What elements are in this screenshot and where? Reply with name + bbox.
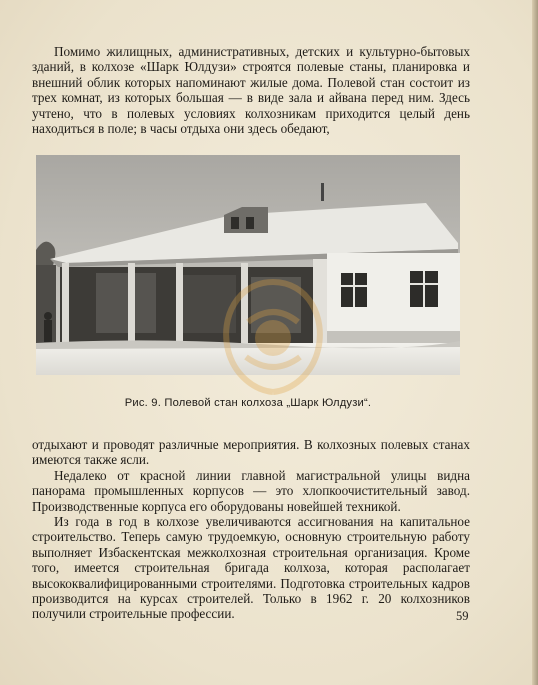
paragraph: Недалеко от красной линии главной магистральной улицы видна панорама промышленных корпусов — это хлопкоочистительный завод. Производственные корпуса его оборудованы новейшей техникой. bbox=[32, 467, 470, 514]
paragraph: Помимо жилищных, административных, детских и культурно-бытовых зданий, в колхозе «Шарк Юлдузи» строятся полевые станы, планировка и внешний облик которых напоминают жилые дома. Полевой стан состоит из трех комнат, из которых большая — в виде зала и айвана перед ним. Здесь учтено, что в полевых условиях колхозникам приходится целый день находиться в поле; в часы отдыха они здесь обедают, bbox=[32, 44, 470, 137]
bottom-text-block bbox=[32, 437, 470, 622]
page-edge-shadow bbox=[532, 0, 538, 685]
paragraph: отдыхают и проводят различные мероприятия. В колхозных полевых станах имеются также ясли. bbox=[32, 437, 470, 468]
figure-caption: Рис. 9. Полевой стан колхоза „Шарк Юлдузи“. bbox=[124, 397, 372, 409]
top-text-block bbox=[32, 44, 470, 136]
photo-illustration bbox=[36, 155, 460, 375]
field-camp-photo bbox=[36, 155, 460, 375]
page-number: 59 bbox=[456, 609, 469, 623]
paragraph: Из года в год в колхозе увеличиваются ассигнования на капитальное строительство. Теперь самую трудоемкую, основную строительную работу выполняет Избаскентская межколхозная строительная организация. Кроме того, имеется строительная бригада колхоза, которая располагает высококвалифицированными строителями. Подготовка строительных кадров производится на курсах строителей. Только в 1962 г. 20 колхозников получили строительные профессии. bbox=[32, 514, 470, 622]
